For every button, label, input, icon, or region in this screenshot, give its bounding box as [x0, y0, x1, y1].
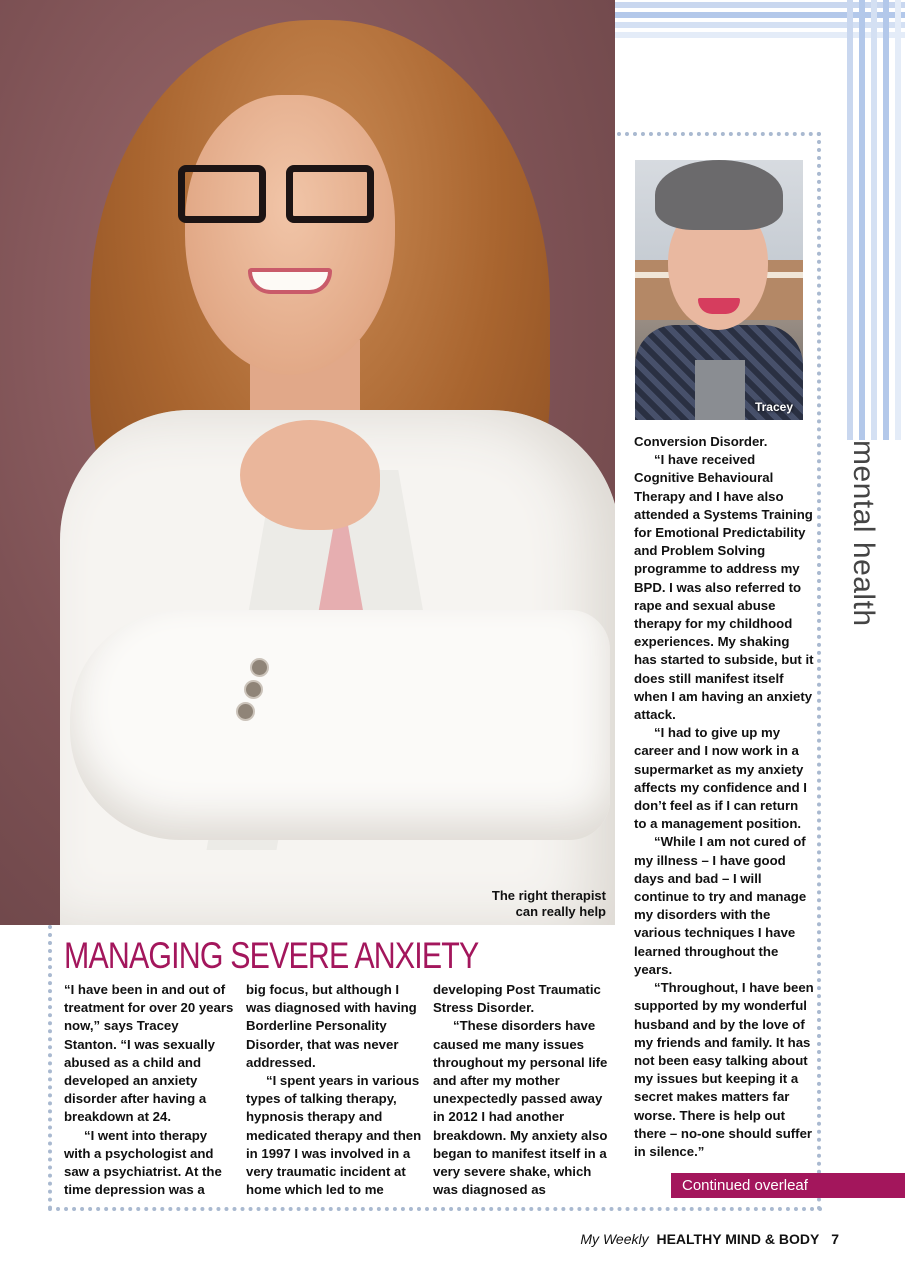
text-column-3 — [433, 981, 615, 1199]
footer-magazine: My Weekly — [580, 1231, 649, 1247]
article-headline: MANAGING SEVERE ANXIETY — [64, 935, 479, 976]
hero-caption-line: can really help — [515, 904, 606, 919]
portrait-photo — [635, 160, 803, 420]
section-label-text: mental health — [847, 440, 880, 627]
paragraph: “These disorders have caused me many issues throughout my personal life and after my mother unexpectedly passed away in 2012 I had another breakdown. My anxiety also began to manifest itself in a very severe shake, which was diagnosed as — [433, 1018, 608, 1198]
hero-caption — [492, 888, 606, 920]
text-column-2 — [246, 981, 424, 1199]
dotted-frame-left — [48, 925, 52, 1210]
dotted-frame-bottom — [48, 1207, 823, 1211]
page-footer — [580, 1231, 839, 1247]
paragraph: “I have received Cognitive Behavioural Therapy and I have also attended a Systems Training for Emotional Predictability and Problem Solving programme to address my BPD. I was also referred to rape and sexual abuse therapy for my childhood experiences. My shaking has started to subside, but it does still manifest itself when I am having an anxiety attack. — [634, 452, 814, 723]
paragraph: “I went into therapy with a psychologist and saw a psychiatrist. At the time depression was a — [64, 1127, 222, 1198]
paragraph: developing Post Traumatic Stress Disorder. — [433, 982, 601, 1016]
hero-photo — [0, 0, 615, 925]
text-column-4 — [634, 433, 814, 1161]
paragraph: big focus, but although I was diagnosed with having Borderline Personality Disorder, that was never addressed. — [246, 982, 417, 1070]
paragraph: “I had to give up my career and I now work in a supermarket as my anxiety affects my confidence and I don’t feel as if I can return to a management position. — [634, 725, 807, 832]
decorative-stripes-right — [845, 0, 905, 440]
section-label — [840, 440, 880, 627]
paragraph: “While I am not cured of my illness – I have good days and bad – I will continue to try and manage my disorders with the various techniques I have learned throughout the years. — [634, 834, 807, 977]
page-number: 7 — [831, 1231, 839, 1247]
hero-caption-line: The right therapist — [491, 888, 606, 903]
portrait-caption: Tracey — [754, 400, 793, 414]
paragraph: “I have been in and out of treatment for over 20 years now,” says Tracey Stanton. “I was sexually abused as a child and developed an anxiety disorder after having a breakdown at 24. — [64, 982, 234, 1125]
paragraph: Conversion Disorder. — [634, 434, 768, 449]
paragraph: “Throughout, I have been supported by my wonderful husband and by the love of my friends and family. It has not been easy talking about my issues but keeping it a secret makes matters far worse. There is help out there – no-one should suffer in silence.” — [634, 980, 814, 1159]
footer-section: HEALTHY MIND & BODY — [656, 1231, 820, 1247]
continued-overleaf-banner: Continued overleaf — [671, 1173, 905, 1198]
paragraph: “I spent years in various types of talking therapy, hypnosis therapy and medicated therapy and then in 1997 I was involved in a very traumatic incident at home which led to me — [246, 1073, 422, 1198]
text-column-1 — [64, 981, 234, 1199]
